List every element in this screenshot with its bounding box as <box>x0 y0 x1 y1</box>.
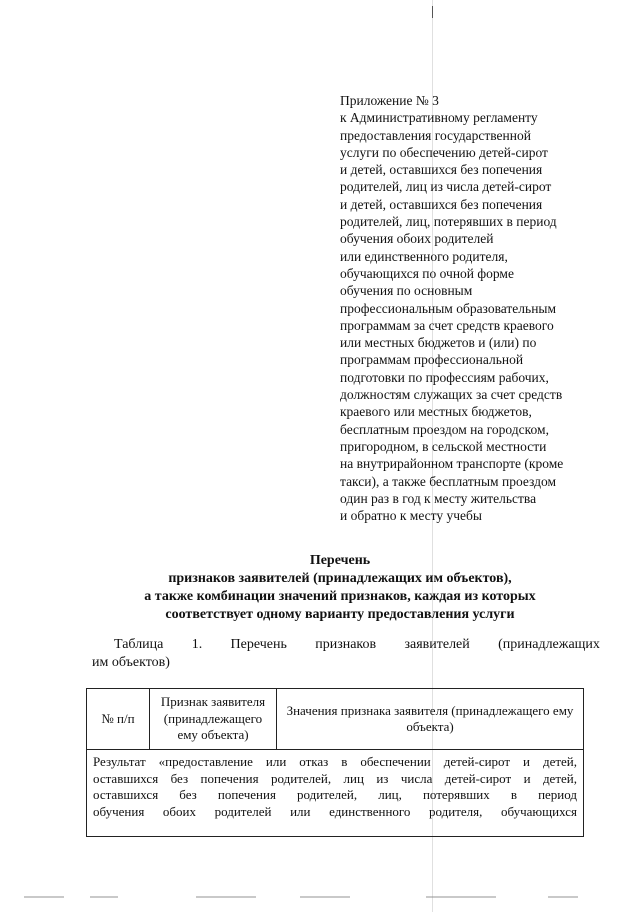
appendix-line: услуги по обеспечению детей-сирот <box>340 144 548 160</box>
appendix-line: бесплатным проездом на городском, <box>340 421 549 437</box>
table-header-row <box>87 689 584 750</box>
caption-word: заявителей <box>404 637 470 652</box>
caption-word: признаков <box>315 637 377 652</box>
appendix-line: программам за счет средств краевого <box>340 317 554 333</box>
table-row <box>87 750 584 837</box>
appendix-line: Приложение № 3 <box>340 93 439 108</box>
appendix-line: предоставления государственной <box>340 127 531 143</box>
header-feature: Признак заявителя (принадлежащего ему объекта) <box>150 689 277 750</box>
result-line: оставшихся без попечения родителей, лиц из числа детей-сирот и детей, <box>93 770 577 786</box>
appendix-line: и детей, оставшихся без попечения <box>340 162 543 178</box>
appendix-line: профессиональным образовательным <box>340 300 557 316</box>
appendix-line: такси), а также бесплатным проездом <box>340 473 557 489</box>
header-number: № п/п <box>87 689 150 750</box>
appendix-line: и детей, оставшихся без попечения <box>340 196 543 212</box>
appendix-line: обучения по основным <box>340 283 473 299</box>
appendix-line: родителей, лиц, потерявших в период <box>340 214 557 230</box>
table-caption-line1 <box>94 636 600 654</box>
table-caption-line2: им объектов) <box>92 655 170 670</box>
applicant-features-table <box>86 688 584 837</box>
appendix-line: пригородном, в сельской местности <box>340 438 547 454</box>
result-line: Результат «предоставление или отказ в обеспечении детей-сирот и детей, <box>93 754 577 769</box>
appendix-line: к Административному регламенту <box>340 110 538 126</box>
title-line: соответствует одному варианту предоставления услуги <box>165 607 515 622</box>
appendix-line: программам профессиональной <box>340 352 524 368</box>
caption-word: Перечень <box>230 637 287 652</box>
result-line: обучения обоих родителей или единственного родителя, обучающихся <box>93 803 577 819</box>
table-caption <box>94 636 600 672</box>
caption-word: (принадлежащих <box>498 637 600 652</box>
header-feature-values: Значения признака заявителя (принадлежащего ему объекта) <box>277 689 584 750</box>
caption-word: 1. <box>191 637 203 652</box>
appendix-header <box>340 92 610 524</box>
appendix-line: обучения обоих родителей <box>340 231 494 247</box>
title-line: признаков заявителей (принадлежащих им объектов), <box>168 571 512 586</box>
result-cell <box>87 750 584 837</box>
caption-word: Таблица <box>114 637 164 652</box>
result-line: оставшихся без попечения родителей, лиц, потерявших в период <box>93 787 577 802</box>
appendix-line: или местных бюджетов и (или) по <box>340 335 537 351</box>
scan-bottom-noise <box>0 896 640 904</box>
appendix-line: один раз в год к месту жительства <box>340 490 537 506</box>
appendix-line: обучающихся по очной форме <box>340 265 514 281</box>
appendix-line: подготовки по профессиям рабочих, <box>340 369 549 385</box>
appendix-line: краевого или местных бюджетов, <box>340 404 532 420</box>
appendix-line: и обратно к месту учебы <box>340 508 482 524</box>
appendix-line: или единственного родителя, <box>340 248 508 264</box>
appendix-line: на внутрирайонном транспорте (кроме <box>340 456 564 472</box>
appendix-line: должностям служащих за счет средств <box>340 387 563 403</box>
title-heading: Перечень <box>309 553 371 568</box>
title-line: а также комбинации значений признаков, каждая из которых <box>144 589 536 604</box>
document-title <box>60 552 620 624</box>
scan-top-mark <box>432 6 433 18</box>
appendix-line: родителей, лиц из числа детей-сирот <box>340 179 552 195</box>
